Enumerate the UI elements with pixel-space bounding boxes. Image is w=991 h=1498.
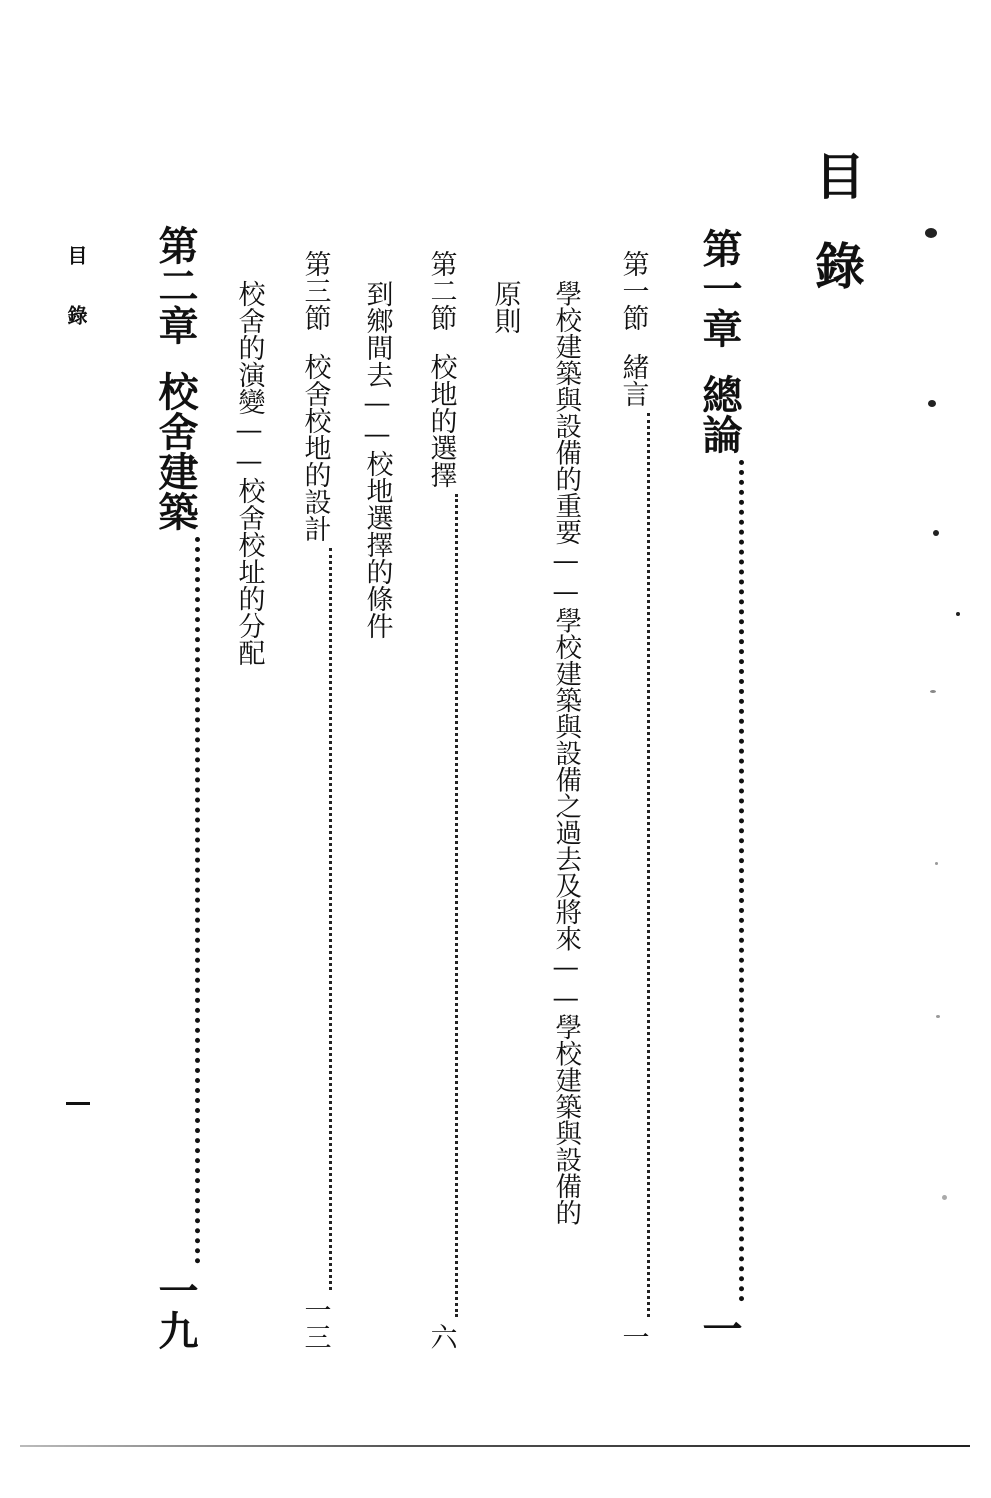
scan-speck [930, 690, 936, 693]
running-head: 目錄 [64, 245, 88, 365]
leader-dots [195, 537, 200, 1264]
chapter-1-prefix: 第一章 [696, 228, 742, 348]
section-1-page: 一 [617, 1323, 649, 1350]
scan-speck [936, 1015, 940, 1018]
section-1-subtopics-line-2: 原則 [489, 280, 521, 334]
section-1-subtopics [548, 280, 582, 1226]
toc-entry-section-2 [424, 250, 458, 1350]
scan-speck [928, 400, 936, 407]
section-2-subtopics-text: 到鄉間去——校地選擇的條件 [361, 280, 393, 639]
section-2-prefix: 第二節 [425, 250, 457, 331]
scan-speck [942, 1195, 947, 1200]
section-2-page: 六 [425, 1323, 457, 1350]
leader-dots [647, 413, 650, 1317]
section-1-prefix: 第一節 [617, 250, 649, 331]
page-title: 目錄 [807, 150, 865, 330]
chapter-1-title: 總論 [696, 374, 742, 454]
scan-speck [925, 228, 937, 238]
section-3-subtopics [232, 280, 266, 666]
toc-entry-chapter-2 [150, 225, 200, 1350]
chapter-2-page: 一九 [152, 1270, 198, 1350]
section-2-subtopics [360, 280, 394, 639]
section-3-title: 校舍校地的設計 [299, 353, 331, 542]
chapter-2-title: 校舍建築 [152, 371, 198, 531]
section-1-subtopics-continued [488, 280, 522, 334]
scan-speck [956, 612, 960, 616]
section-1-title: 緒言 [617, 353, 649, 407]
page-number-mark [66, 1102, 90, 1105]
section-3-subtopics-text: 校舍的演變——校舍校址的分配 [233, 280, 265, 666]
chapter-1-page: 一 [696, 1308, 742, 1348]
section-3-prefix: 第三節 [299, 250, 331, 331]
leader-dots [739, 460, 744, 1302]
leader-dots [329, 548, 332, 1290]
section-1-subtopics-line-1: 學校建築與設備的重要——學校建築與設備之過去及將來——學校建築與設備的 [550, 280, 582, 1226]
section-2-title: 校地的選擇 [425, 353, 457, 488]
section-3-page: 一三 [299, 1296, 331, 1350]
leader-dots [455, 494, 458, 1317]
toc-entry-section-1 [616, 250, 650, 1350]
scan-speck [933, 530, 939, 536]
scan-speck [935, 862, 938, 865]
toc-entry-section-3 [298, 250, 332, 1350]
page-edge-line [20, 1445, 970, 1447]
chapter-2-prefix: 第二章 [152, 225, 198, 345]
toc-entry-chapter-1 [694, 228, 744, 1348]
